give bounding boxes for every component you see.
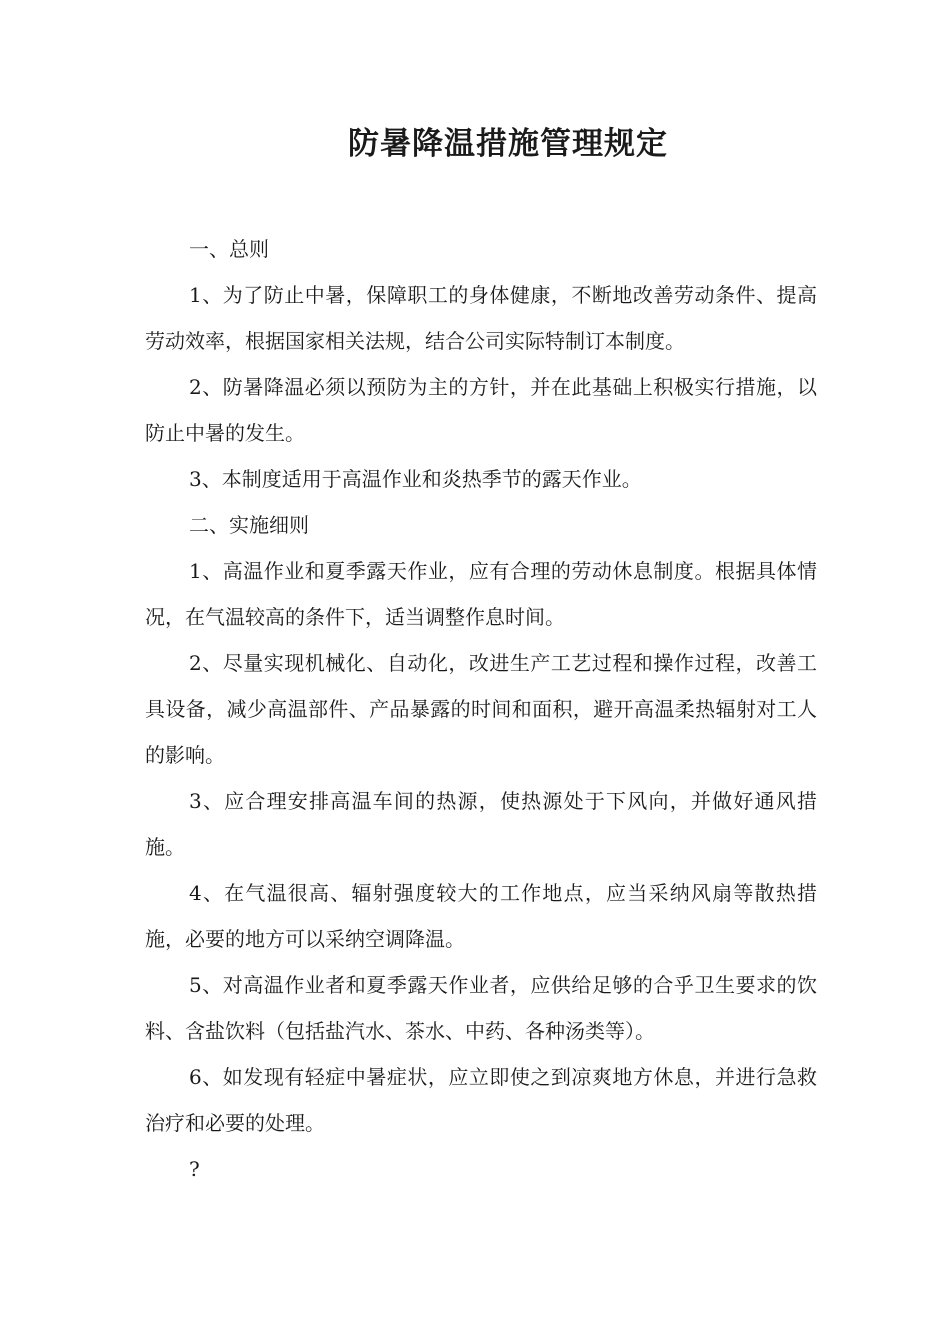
document-body <box>145 226 817 1192</box>
paragraph-rules-1: 1、高温作业和夏季露天作业，应有合理的劳动休息制度。根据具体情况，在气温较高的条件下，适当调整作息时间。 <box>145 559 817 629</box>
paragraph-general-2: 2、防暑降温必须以预防为主的方针，并在此基础上积极实行措施，以防止中暑的发生。 <box>145 375 817 445</box>
paragraph-general-3: 3、本制度适用于高温作业和炎热季节的露天作业。 <box>189 467 642 491</box>
trailing-mark: ? <box>189 1157 200 1181</box>
paragraph-rules-4: 4、在气温很高、辐射强度较大的工作地点，应当采纳风扇等散热措施，必要的地方可以采纳空调降温。 <box>145 881 817 951</box>
section-heading-general: 一、总则 <box>189 237 269 261</box>
paragraph-general-1: 1、为了防止中暑，保障职工的身体健康，不断地改善劳动条件、提高劳动效率，根据国家相关法规，结合公司实际特制订本制度。 <box>145 283 817 353</box>
paragraph-rules-6: 6、如发现有轻症中暑症状，应立即使之到凉爽地方休息，并进行急救治疗和必要的处理。 <box>145 1065 817 1135</box>
document-title: 防暑降温措施管理规定 <box>348 126 668 162</box>
section-heading-rules: 二、实施细则 <box>189 513 309 537</box>
paragraph-rules-5: 5、对高温作业者和夏季露天作业者，应供给足够的合乎卫生要求的饮料、含盐饮料（包括盐汽水、茶水、中药、各种汤类等）。 <box>145 973 817 1043</box>
paragraph-rules-2: 2、尽量实现机械化、自动化，改进生产工艺过程和操作过程，改善工具设备，减少高温部件、产品暴露的时间和面积，避开高温柔热辐射对工人的影响。 <box>145 651 817 767</box>
paragraph-rules-3: 3、应合理安排高温车间的热源，使热源处于下风向，并做好通风措施。 <box>145 789 817 859</box>
